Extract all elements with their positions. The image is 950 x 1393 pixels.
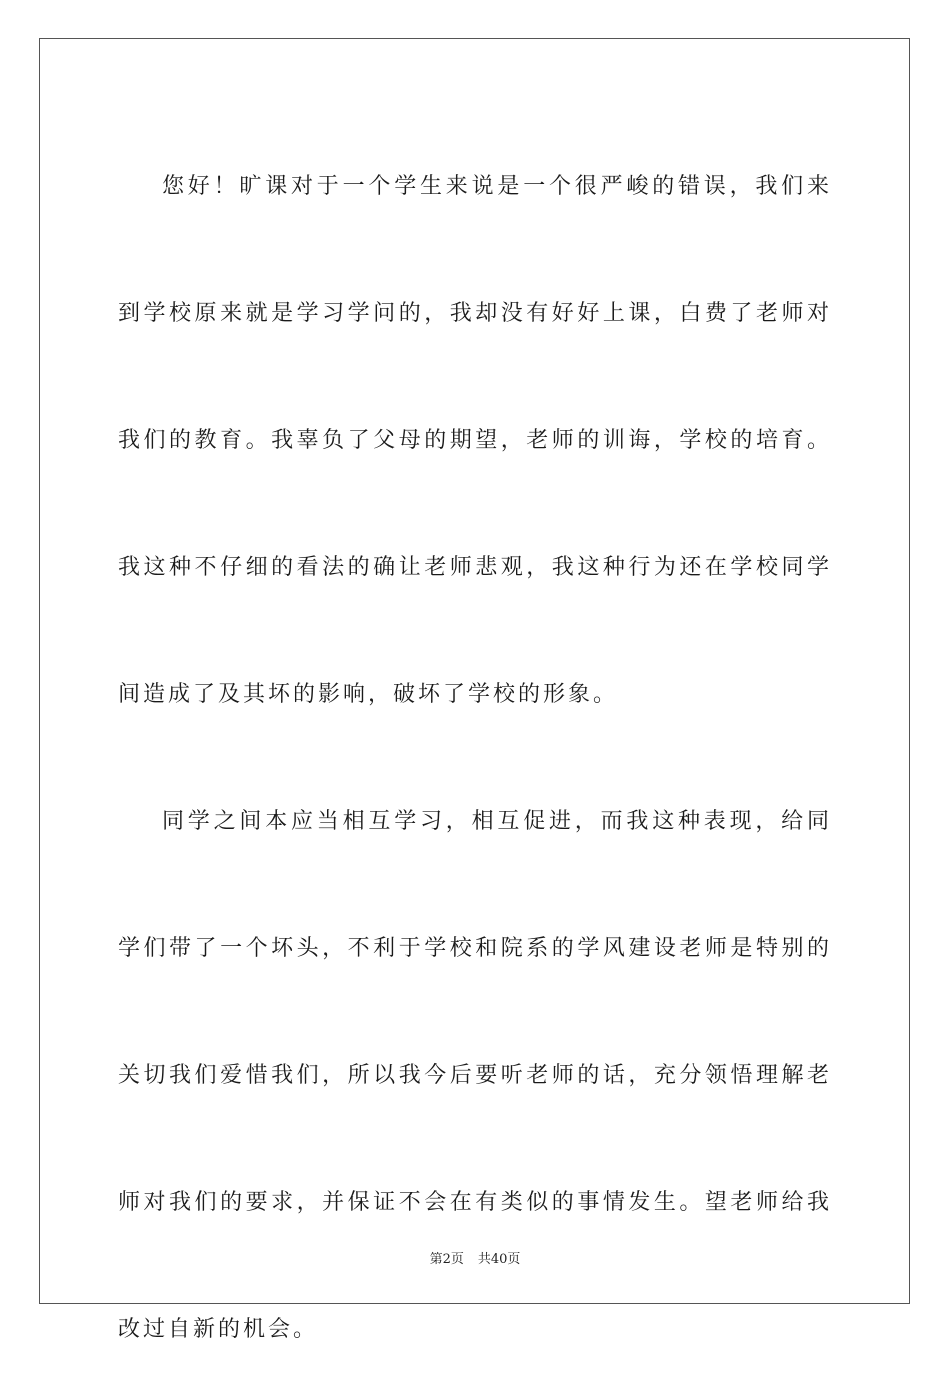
paragraph-1: 您好！旷课对于一个学生来说是一个很严峻的错误，我们来到学校原来就是学习学问的，我却没有好好上课，白费了老师对我们的教育。我辜负了父母的期望，老师的训诲，学校的培育。我这种不仔细的看法的确让老师悲观，我这种行为还在学校同学间造成了及其坏的影响，破坏了学校的形象。 [118, 174, 832, 707]
page-number: 第2页 [429, 1252, 464, 1267]
page-total: 共40页 [477, 1252, 521, 1267]
paragraph-2: 同学之间本应当相互学习，相互促进，而我这种表现，给同学们带了一个坏头，不利于学校和院系的学风建设老师是特别的关切我们爱惜我们，所以我今后要听老师的话，充分领悟理解老师对我们的要求，并保证不会在有类似的事情发生。望老师给我改过自新的机会。 [118, 809, 832, 1342]
document-body [118, 123, 832, 1393]
page-footer [0, 1248, 950, 1267]
